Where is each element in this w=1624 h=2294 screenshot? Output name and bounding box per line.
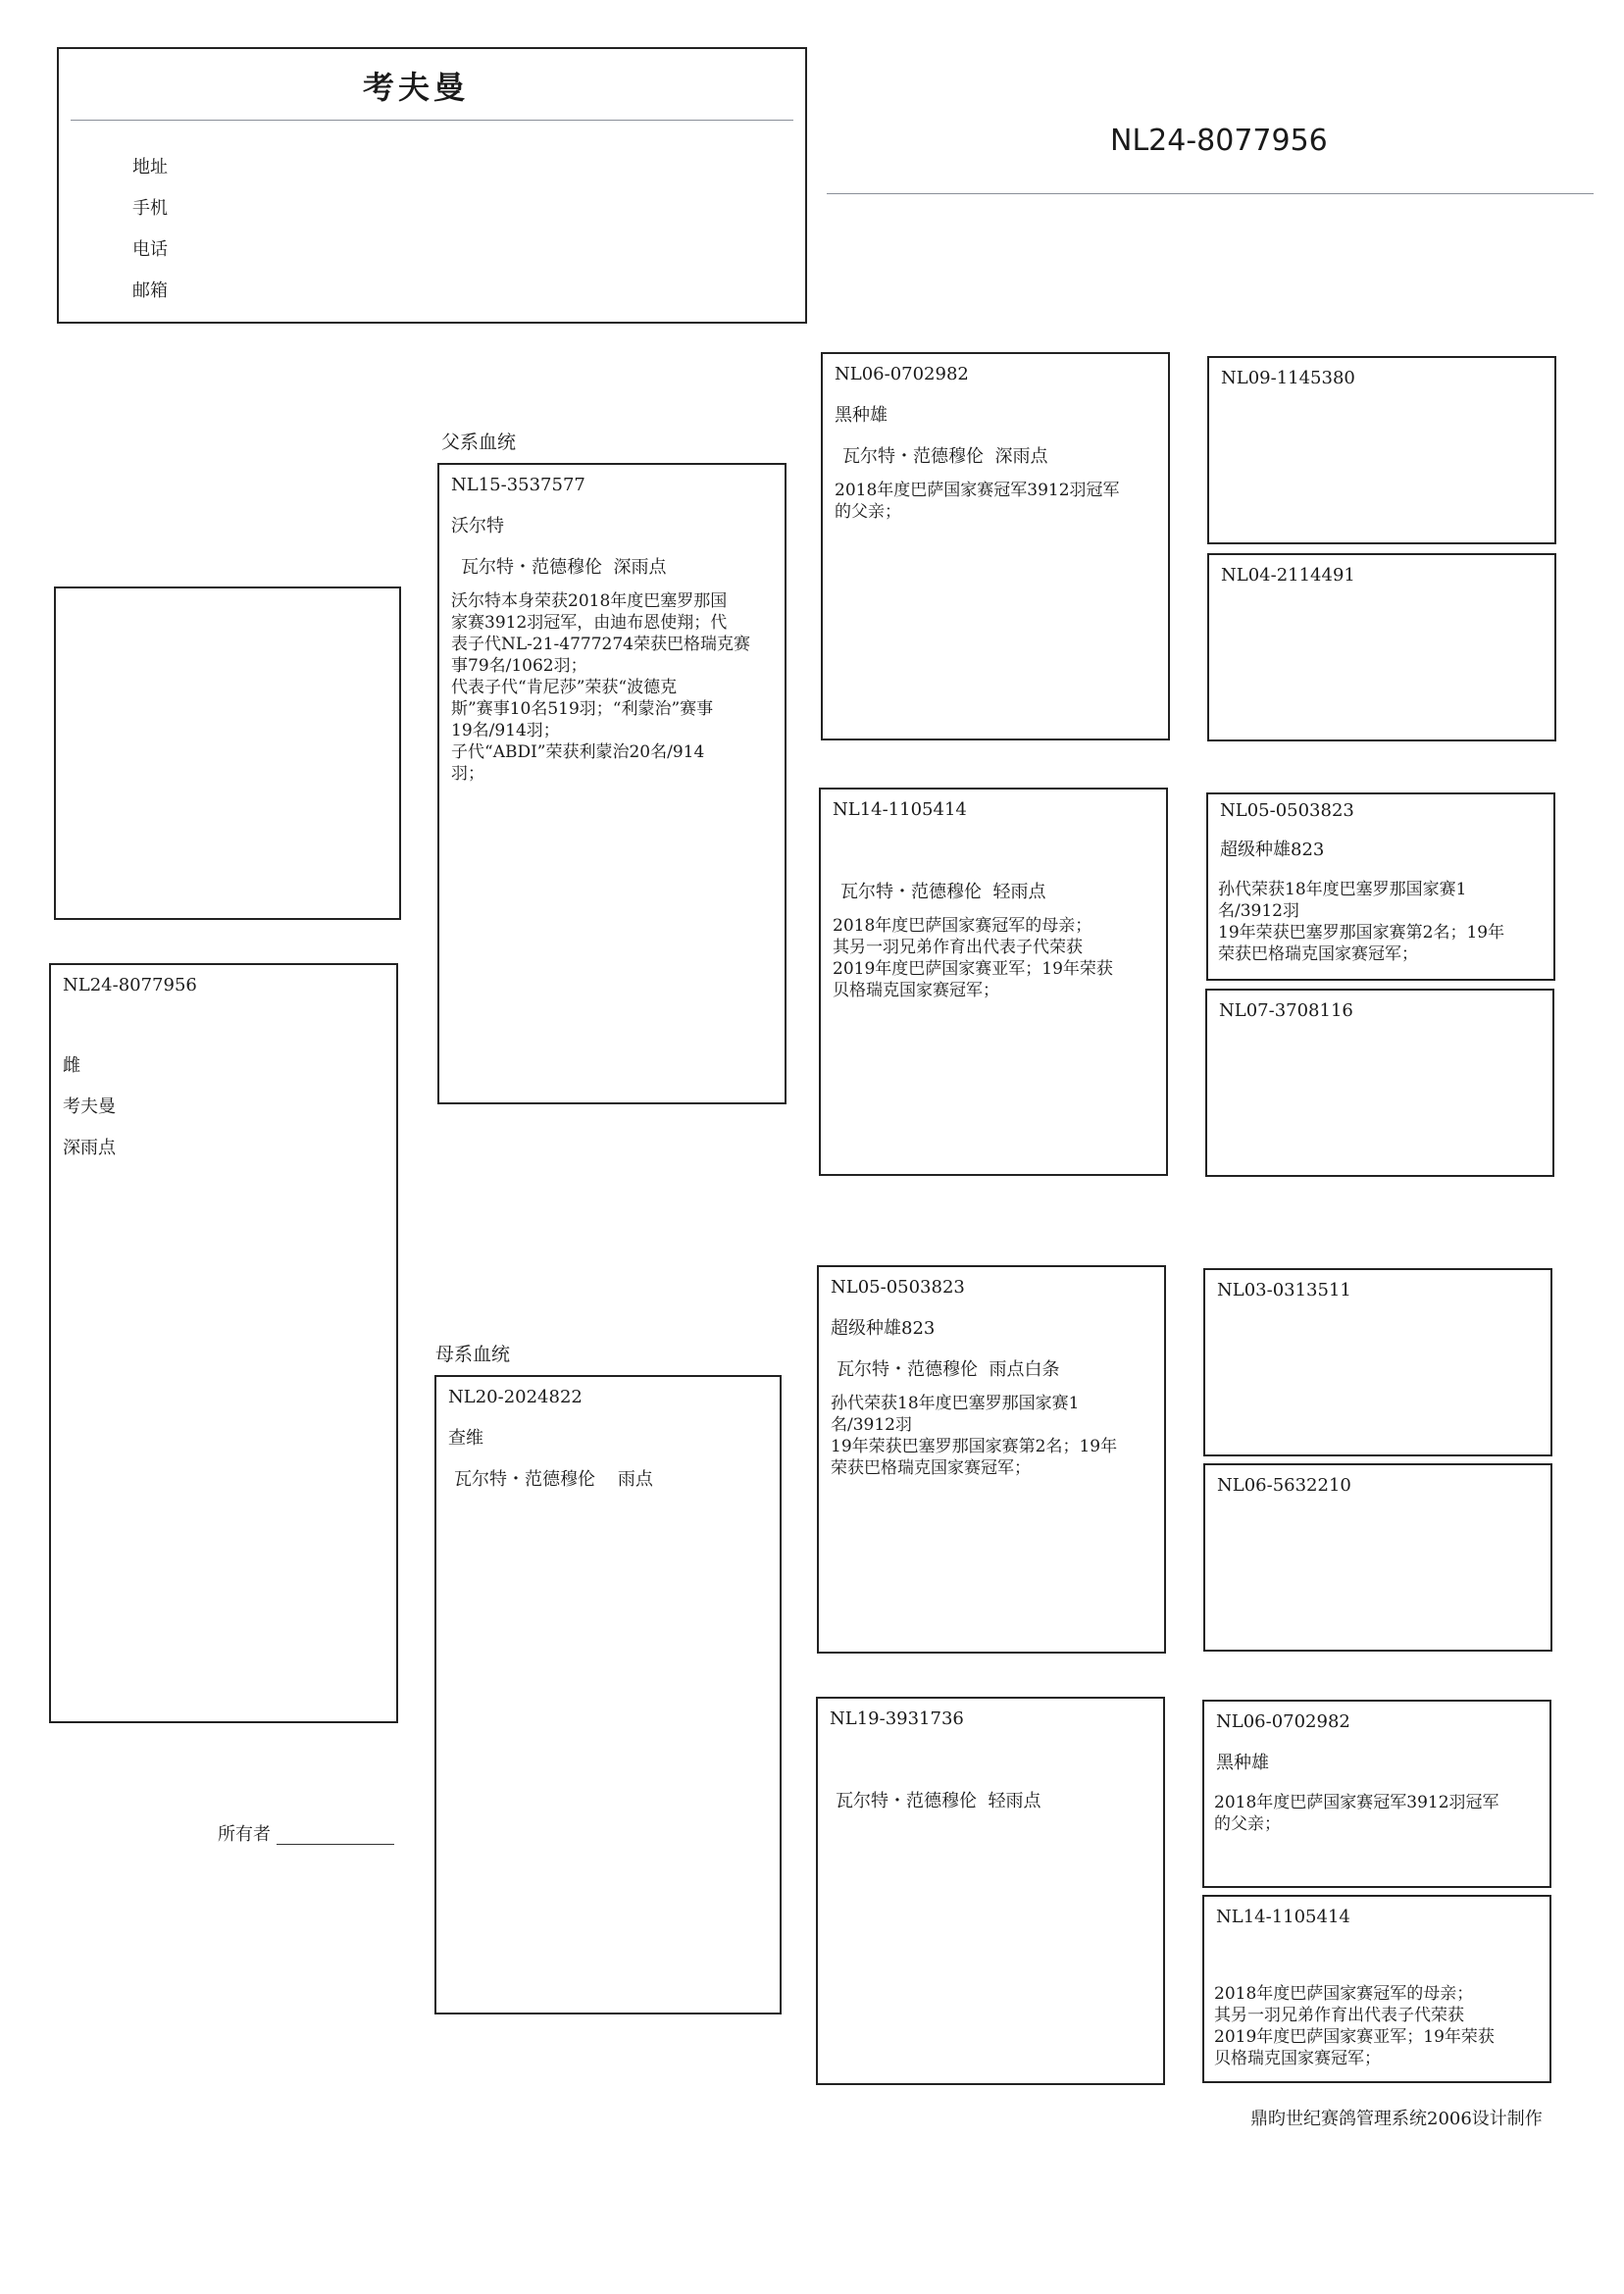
- header-ring-number: NL24-8077956: [1110, 124, 1328, 158]
- great-grandparent-box: [1202, 1895, 1551, 2083]
- great-grandparent-box: [1206, 792, 1555, 981]
- ggp-3-ring: NL05-0503823: [1220, 800, 1354, 821]
- ggp-5-ring: NL03-0313511: [1217, 1280, 1351, 1300]
- gp-sd-ring: NL14-1105414: [833, 799, 967, 820]
- great-grandparent-box: [1207, 356, 1556, 544]
- grandsire-sire-box: [821, 352, 1170, 740]
- subject-sex: 雌: [63, 1055, 80, 1076]
- gp-ss-notes: 2018年度巴萨国家赛冠军3912羽冠军 的父亲；: [835, 481, 1120, 522]
- header-divider: [71, 120, 793, 121]
- sire-box: [437, 463, 787, 1104]
- dam-name: 查维: [448, 1428, 483, 1449]
- owner-header-box: [57, 47, 807, 324]
- ggp-6-ring: NL06-5632210: [1217, 1475, 1351, 1496]
- gp-sd-notes: 2018年度巴萨国家赛冠军的母亲； 其另一羽兄弟作育出代表子代荣获 2019年度巴萨国家赛亚军；19年荣获 贝格瑞克国家赛冠军；: [833, 916, 1113, 1000]
- great-grandparent-box: [1203, 1463, 1552, 1652]
- gp-sd-breeder: 瓦尔特・范德穆伦 轻雨点: [840, 882, 1046, 902]
- phone-label: 电话: [132, 239, 168, 260]
- gp-ss-ring: NL06-0702982: [835, 364, 969, 384]
- email-label: 邮箱: [132, 280, 168, 301]
- subject-name: 考夫曼: [63, 1096, 116, 1117]
- address-label: 地址: [132, 157, 168, 178]
- gp-ss-breeder: 瓦尔特・范德穆伦 深雨点: [842, 446, 1048, 467]
- ggp-4-ring: NL07-3708116: [1219, 1000, 1353, 1021]
- page-title: 考夫曼: [363, 69, 470, 106]
- dam-breeder: 瓦尔特・范德穆伦 雨点: [454, 1469, 653, 1490]
- sire-notes: 沃尔特本身荣获2018年度巴塞罗那国 家赛3912羽冠军，由迪布恩使翔；代 表子代NL-21-4777274荣获巴格瑞克赛 事79名/1062羽； 代表子代“肯尼莎”荣获“波德克 斯”赛事10名519羽；“利蒙治”赛事 19名/914羽； 子代“ABDI”荣获利蒙治20名/914 羽；: [451, 591, 750, 784]
- granddam-dam-box: [816, 1697, 1165, 2085]
- sire-section-label: 父系血统: [441, 432, 517, 453]
- great-grandparent-box: [1203, 1268, 1552, 1456]
- ggp-3-notes: 孙代荣获18年度巴塞罗那国家赛1 名/3912羽 19年荣获巴塞罗那国家赛第2名；19年 荣获巴格瑞克国家赛冠军；: [1218, 880, 1505, 964]
- dam-section-label: 母系血统: [435, 1344, 511, 1365]
- ggp-1-ring: NL09-1145380: [1221, 368, 1355, 388]
- gp-ds-ring: NL05-0503823: [831, 1277, 965, 1298]
- sire-ring: NL15-3537577: [451, 475, 585, 495]
- ggp-7-ring: NL06-0702982: [1216, 1711, 1350, 1732]
- mobile-label: 手机: [132, 198, 168, 219]
- ggp-3-name: 超级种雄823: [1220, 840, 1325, 860]
- grandsire-dam-box: [817, 1265, 1166, 1654]
- ggp-8-notes: 2018年度巴萨国家赛冠军的母亲； 其另一羽兄弟作育出代表子代荣获 2019年度巴萨国家赛亚军；19年荣获 贝格瑞克国家赛冠军；: [1214, 1984, 1495, 2068]
- gp-ss-name: 黑种雄: [835, 405, 888, 426]
- great-grandparent-box: [1205, 989, 1554, 1177]
- dam-ring: NL20-2024822: [448, 1387, 583, 1407]
- footer-credit: 鼎昀世纪赛鸽管理系统2006设计制作: [1250, 2109, 1543, 2129]
- subject-box: [49, 963, 398, 1723]
- ggp-2-ring: NL04-2114491: [1221, 565, 1355, 586]
- gp-ds-notes: 孙代荣获18年度巴塞罗那国家赛1 名/3912羽 19年荣获巴塞罗那国家赛第2名；19年 荣获巴格瑞克国家赛冠军；: [831, 1394, 1118, 1478]
- great-grandparent-box: [1207, 553, 1556, 741]
- gp-dd-ring: NL19-3931736: [830, 1708, 964, 1729]
- granddam-sire-box: [819, 788, 1168, 1176]
- subject-ring: NL24-8077956: [63, 975, 197, 995]
- ggp-7-notes: 2018年度巴萨国家赛冠军3912羽冠军 的父亲；: [1214, 1793, 1499, 1834]
- gp-dd-breeder: 瓦尔特・范德穆伦 轻雨点: [836, 1791, 1041, 1811]
- ggp-8-ring: NL14-1105414: [1216, 1907, 1350, 1927]
- owner-blank-line: [277, 1844, 394, 1845]
- pigeon-photo-box: [54, 586, 401, 920]
- sire-breeder: 瓦尔特・范德穆伦 深雨点: [461, 557, 667, 578]
- owner-label: 所有者: [218, 1824, 271, 1845]
- sire-name: 沃尔特: [451, 516, 504, 536]
- dam-box: [434, 1375, 782, 2014]
- ring-underline: [827, 193, 1594, 194]
- subject-color: 深雨点: [63, 1138, 116, 1158]
- gp-ds-breeder: 瓦尔特・范德穆伦 雨点白条: [837, 1359, 1060, 1380]
- great-grandparent-box: [1202, 1700, 1551, 1888]
- gp-ds-name: 超级种雄823: [831, 1318, 936, 1339]
- ggp-7-name: 黑种雄: [1216, 1753, 1269, 1773]
